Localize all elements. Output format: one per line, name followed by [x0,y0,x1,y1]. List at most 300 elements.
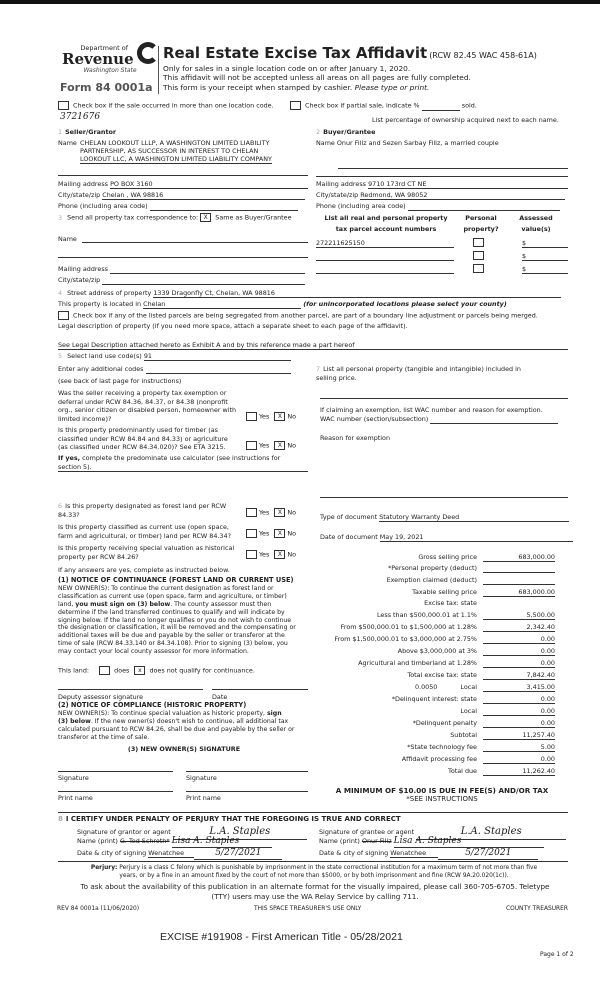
if-yes-text: complete the predominate use calculator (see instructions for [82,454,281,462]
tax-row-agricultural [300,659,555,670]
notice-line: the designation or classification, it will be removed and the compensating or [58,624,296,632]
segregated-checkbox[interactable] [58,311,69,320]
header-line-3: This form is your receipt when stamped by cashier. [163,82,353,92]
if-yes-bold: If yes, [58,454,81,462]
seller-mailing-row [58,180,308,189]
tax-label: Affidavit processing fee [401,755,477,763]
located-in-select[interactable]: Chelan [143,300,301,309]
tax-row-delinquent-penalty [300,719,555,730]
treasurer-use-label: THIS SPACE TREASURER'S USE ONLY [254,906,362,912]
owner-print-name-input-1[interactable] [58,791,173,792]
tax-row-bracket-4 [300,647,555,658]
notice-line: signing below. If the land no longer qualifies or you do not wish to continue [58,616,292,624]
question-line: org., senior citizen or disabled person, homeowner with [58,406,237,415]
parcel-row [316,265,568,278]
yes-label: Yes [259,508,270,517]
section-number-7: 7 [316,365,321,373]
tax-label: From $500,000.01 to $1,500,000 at 1.28% [340,623,477,631]
no-checkbox[interactable]: X [274,412,285,421]
parcel-table [316,239,568,278]
seller-name-block [58,139,308,163]
assessed-col-header-line: value(s) [521,225,551,233]
correspondence-city-row [58,276,305,285]
personal-property-list [316,365,568,382]
question-line: 84.33? [58,510,80,519]
segregated-label: Check box if any of the listed parcels are being segregated from another parcel, are part of a boundary line adjustment or parcels being merged. [73,311,538,320]
notice-line: NEW OWNER(S): To continue the current designation as forest land or [58,584,274,592]
personal-property-checkbox[interactable] [473,238,484,247]
notice-line: . If the new owner(s) doesn't wish to continue, all additional tax [90,717,289,725]
yes-label: Yes [259,550,270,559]
alt-format-note [50,882,580,901]
tax-label: Exemption claimed (deduct) [386,576,477,584]
notice-line-bold: you must sign on (3) below [75,600,171,608]
tax-label: *Personal property (deduct) [388,564,477,572]
same-as-buyer-checkbox[interactable]: X [200,213,211,222]
yes-label: Yes [259,412,270,421]
seller-heading: Seller/Grantor [65,128,117,136]
tax-row-bracket-3 [300,635,555,646]
parcel-number-input[interactable]: 272211625150 [316,239,454,248]
grantor-date-row [77,848,282,860]
continuance-row [58,666,255,675]
correspondence-city-input[interactable] [102,276,305,285]
tax-value[interactable]: 11,262.40 [483,767,555,776]
tax-label: Total due [448,767,477,775]
doc-date-input[interactable]: May 19, 2021 [380,533,573,542]
tax-row-total-state [300,671,555,682]
buyer-city-label: City/state/zip [316,191,359,199]
section-number-2: 2 [316,128,321,136]
additional-codes-row [58,365,291,374]
wac-label: WAC number (section/subsection) [320,414,429,423]
multi-location-label: Check box if the sale occurred in more than one location code. [73,101,274,110]
personal-property-label: List all personal property (tangible and intangible) included in [323,365,521,373]
tax-value[interactable]: 0.00 [483,695,555,704]
notice-line: additional taxes will be due and payable by the seller or transferor at the [58,632,285,640]
revision-label: REV 84 0001a (11/06/2020) [57,906,140,912]
grantee-name-struck: Onur Filiz [361,837,392,845]
forest-question [58,502,308,519]
notice-line: determine if the land transferred continues to qualify and will indicate by [58,608,285,616]
county-treasurer-label: COUNTY TREASURER [506,906,568,912]
dor-logo [62,44,158,75]
grantee-name-row [319,836,544,848]
notice-line-bold: (3) below [58,717,91,725]
located-in-row [58,300,507,309]
perjury-text-2: years, or by a fine in an amount fixed by the court of not more than $5000, or by both imprisonment and fine (RCW 9A.20.020(1c)). [119,873,509,879]
perjury-text: Perjury is a class C felony which is punishable by imprisonment in the state correctional institution for a maximum term of not more than five [119,865,538,871]
header-line-3-italic: Please type or print. [354,82,430,92]
tax-label: Agricultural and timberland at 1.28% [358,659,477,667]
notice-continuance-title: (1) NOTICE OF CONTINUANCE (FOREST LAND OR CURRENT USE) [58,576,294,584]
tax-value[interactable]: 683,000.00 [483,588,555,597]
partial-sale-percent-input[interactable] [422,102,460,111]
form-title-ref: (RCW 82.45 WAC 458-61A) [429,51,537,60]
buyer-name-line-2 [316,176,568,177]
forest-yes-no [246,508,296,517]
tax-value[interactable]: 683,000.00 [483,553,555,562]
parcel-number-input[interactable] [316,265,454,274]
land-use-label: Select land use code(s) [67,352,142,360]
notice-line: land, [58,600,74,608]
tax-value[interactable]: 0.00 [483,719,555,728]
correspondence-name-label: Name [58,235,77,243]
no-label: No [287,412,297,421]
correspondence-row [58,213,292,222]
tax-label: Local [460,707,477,715]
grantor-name-struck: G. Ted Schroth* [119,837,170,845]
yes-label: Yes [259,529,270,538]
assessor-signature-label: Deputy assessor signature [58,693,144,701]
seller-phone-row [58,202,298,211]
tax-row-state-heading [300,599,555,610]
correspondence-name-row [58,235,77,243]
grantee-signature-input[interactable]: L.A. Staples [416,826,566,840]
street-address-input[interactable]: 1339 Dragonfly Ct, Chelan, WA 98816 [153,289,561,298]
seller-name-extra-line [58,175,308,176]
tax-value[interactable]: 0.00 [483,647,555,656]
assessor-signature-input[interactable] [58,689,203,690]
tax-value[interactable] [483,564,555,573]
owner-signature-input-1[interactable] [58,771,173,772]
assessed-value-input[interactable]: $ [522,265,568,274]
no-checkbox[interactable]: X [274,529,285,538]
personal-property-input[interactable] [320,398,568,399]
assessor-date-input[interactable] [212,689,308,690]
tax-value[interactable]: 5,500.00 [483,611,555,620]
multi-location-checkbox[interactable] [58,101,69,110]
tax-value[interactable]: 0.00 [483,755,555,764]
new-owner-signature-title: (3) NEW OWNER(S) SIGNATURE [127,745,241,753]
question-line: property per RCW 84.26? [58,552,139,561]
buyer-city-input[interactable]: Redmond, WA 98052 [360,191,565,200]
buyer-phone-row [316,202,560,211]
partial-sale-checkbox[interactable] [290,101,301,110]
seller-city-label: City/state/zip [58,191,101,199]
no-label: No [287,550,297,559]
section-number-5: 5 [58,352,63,360]
header-line-2: This affidavit will not be accepted unless all areas on all pages are fully completed. [163,73,471,83]
parcel-col-header-line: tax parcel account numbers [335,225,437,233]
exemption-yes-no [246,412,296,421]
certify-heading-row [58,815,401,824]
legal-description-label: Legal description of property (if you need more space, attach a separate sheet to each page of the affidavit). [58,322,408,330]
alt-format-line: (TTY) users may use the WA Relay Service by calling 711. [211,891,419,901]
current-use-question [58,523,308,540]
notice-line-bold: sign [266,709,282,717]
tax-value[interactable]: 0.00 [483,659,555,668]
notice-line: . The county assessor must then [170,600,272,608]
timber-yes-no [246,441,296,450]
notice-continuance [58,577,310,656]
historical-yes-no [246,550,296,559]
notice-line: may contact your local county assessor for more information. [58,648,249,656]
if-yes-note [58,454,308,472]
print-name-label: Print name [186,794,221,802]
tax-value[interactable]: 0.00 [483,635,555,644]
doc-type-input[interactable]: Statutory Warranty Deed [379,513,569,522]
grantor-name-row [77,836,272,848]
tax-label: Above $3,000,000 at 3% [397,647,477,655]
header-instructions [163,64,471,92]
tax-label: Total excise tax: state [407,671,477,679]
legal-description-input[interactable]: See Legal Description attached hereto as Exhibit A and by this reference made a part hereof [58,341,568,350]
parcel-col-header [316,213,456,235]
grantor-date-label: Date & city of signing [77,849,147,857]
grantor-signature-input[interactable]: L.A. Staples [173,826,307,840]
historical-question [58,544,308,561]
multi-location-row [58,101,274,110]
page-number: Page 1 of 2 [540,951,574,958]
tax-value[interactable] [483,576,555,585]
buyer-name-label: Name [316,139,335,147]
wac-input[interactable] [430,415,558,425]
personal-col-header-line: Personal [465,214,497,222]
located-in-label: This property is located in [58,300,142,308]
no-label: No [287,508,297,517]
additional-codes-label: Enter any additional codes [58,365,144,373]
tax-value[interactable]: 11,257.40 [483,731,555,740]
assessed-value-input[interactable]: $ [522,239,568,248]
seller-city-input[interactable]: Chelan , WA 98816 [102,191,305,200]
tax-label: Local [460,683,477,691]
owner-print-name-input-2[interactable] [186,791,308,792]
tax-row-delinquent-interest-state [300,695,555,706]
tax-row-local [300,683,555,694]
no-checkbox[interactable]: X [274,550,285,559]
certify-heading: I CERTIFY UNDER PENALTY OF PERJURY THAT THE FOREGOING IS TRUE AND CORRECT [65,815,401,823]
buyer-name-input[interactable]: Onur Filiz and Sezen Sarbay Filiz, a married couple [336,139,499,147]
grantor-signature-label: Signature of grantor or agent [77,828,171,836]
question-line: Is this property classified as current use (open space, [58,523,229,531]
section-number-3: 3 [58,213,63,222]
seller-phone-input[interactable] [150,202,298,211]
no-checkbox[interactable]: X [274,508,285,517]
seller-phone-label: Phone (including area code) [58,202,148,210]
land-use-code-input[interactable]: 91 [144,352,291,361]
yes-instructions: If any answers are yes, complete as instructed below. [58,566,230,574]
does-not-qualify-checkbox[interactable]: x [134,666,145,675]
correspondence-label: Send all property tax correspondence to: [67,213,199,222]
seller-city-row [58,191,305,200]
tax-row-personal [300,564,555,575]
additional-codes-input[interactable] [146,365,291,374]
owner-signature-input-2[interactable] [186,771,308,772]
doc-type-row [320,513,569,522]
reason-label: Reason for exemption [320,434,390,442]
assessed-col-header [505,213,567,235]
form-title: Real Estate Excise Tax Affidavit [163,44,428,62]
tax-label: From $1,500,000.01 to $3,000,000 at 2.75% [334,635,477,643]
this-land-label: This land: [58,666,90,675]
see-instructions-note: *SEE INSTRUCTIONS [406,795,478,803]
alt-format-line: To ask about the availability of this publication in an alternate format for the visually impaired, please call 360-705-6705. Teletype [80,882,550,891]
seller-name-value[interactable] [80,139,272,164]
buyer-mailing-label: Mailing address [316,180,367,188]
question-line: Is this property predominantly used for timber (as [58,426,218,434]
personal-property-checkbox[interactable] [473,251,484,260]
seller-mailing-input[interactable]: PO BOX 3160 [110,180,308,189]
perjury-note [58,864,570,880]
section-number-1: 1 [58,128,63,136]
tax-value[interactable]: 7,842.40 [483,671,555,680]
question-line: (as classified under RCW 84.34.020)? See ETA 3215. [58,443,226,452]
personal-property-checkbox[interactable] [473,264,484,273]
question-line: Was the seller receiving a property tax exemption or [58,389,227,397]
parcel-number-input[interactable] [316,252,454,261]
no-label: No [287,529,297,538]
question-line: Is this property receiving special valuation as historical [58,544,235,552]
perjury-bold: Perjury: [90,865,118,871]
tax-row-processing-fee [300,755,555,766]
grantor-name-input[interactable]: Lisa A. Staples [172,836,272,848]
dept-line: Department of [80,44,128,52]
minimum-due-note: A MINIMUM OF $10.00 IS DUE IN FEE(S) AND/OR TAX [335,786,549,795]
assessed-col-header-line: Assessed [519,214,553,222]
tax-label: Taxable selling price [412,588,477,596]
correspondence-city-label: City/state/zip [58,276,101,284]
no-checkbox[interactable]: X [274,441,285,450]
excise-stamp: EXCISE #191908 - First American Title - 05/28/2021 [160,931,403,943]
personal-col-header [460,213,502,235]
tax-row-exemption [300,576,555,587]
section-number-4: 4 [58,289,63,297]
question-line: limited income)? [58,414,112,423]
grantor-name-label: Name (print) [77,837,118,845]
doc-date-label: Date of document [320,533,378,541]
ownership-note: List percentage of ownership acquired next to each name. [372,116,559,124]
correspondence-name-line-2[interactable] [58,257,308,258]
yes-label: Yes [259,441,270,450]
tax-label: Subtotal [450,731,477,739]
assessor-date-label: Date [212,693,228,701]
yes-checkbox[interactable] [246,508,257,517]
wac-block [320,406,572,424]
does-qualify-checkbox[interactable] [99,666,110,675]
buyer-name-row [316,139,499,147]
grantee-name-label: Name (print) [319,837,360,845]
tax-value[interactable]: 0.00 [483,707,555,716]
grantor-city-input[interactable]: Wenatchee [148,849,194,858]
seller-name-line: PARTNERSHIP, AS SUCCESSOR IN INTEREST TO CHELAN [80,147,259,155]
no-label: No [287,441,297,450]
notice-line: time of sale (RCW 84.33.140 or 84.34.108). Prior to signing (3) below, you [58,640,288,648]
parcel-col-header-line: List all real and personal property [324,214,448,222]
street-address-row [58,289,568,298]
notice-line: transferor at the time of sale. [58,733,150,741]
correspondence-name-input[interactable] [82,242,308,243]
header-divider [158,46,159,94]
section-8-bottom-divider [58,861,568,862]
buyer-heading-row [316,128,375,136]
notice-line: calculated pursuant to RCW 84.26, shall be due and payable by the seller or [58,725,295,733]
doc-date-row [320,533,573,542]
yes-checkbox[interactable] [246,529,257,538]
grantee-signature-label: Signature of grantee or agent [319,828,415,836]
form-title-block [163,44,537,63]
seller-name-label: Name [58,139,77,147]
reason-input[interactable] [320,497,568,498]
tax-value[interactable]: 3,415.00 [483,683,555,692]
buyer-phone-input[interactable] [408,202,560,211]
tax-value[interactable]: 2,342.40 [483,623,555,632]
parcel-row [316,239,568,252]
notice-line: NEW OWNER(S): To continue special valuation as historic property, [58,709,266,717]
grantee-date-row [319,848,538,860]
parcel-row [316,252,568,265]
tax-row-bracket-2 [300,623,555,634]
tax-row-taxable [300,588,555,599]
question-line: farm and agricultural, or timber) land per RCW 84.34? [58,531,231,540]
tax-row-gross [300,553,555,564]
grantee-city-input[interactable]: Wenatchee [390,849,438,858]
tax-row-delinquent-interest-local [300,707,555,718]
segregated-row [58,311,538,320]
notice-line: classification as current use (open space, farm and agriculture, or timber) [58,592,287,600]
partial-sale-row [290,101,477,111]
question-line: deferral under RCW 84.36, 84.37, or 84.38 (nonprofit [58,397,228,406]
located-in-note: (for unincorporated locations please select your county) [303,300,507,308]
correspondence-mailing-row [58,265,305,274]
grantee-name-input[interactable]: Lisa A. Staples [394,836,544,848]
tax-row-tech-fee [300,743,555,754]
grantor-date-input[interactable]: 5/27/2021 [194,848,282,860]
doc-type-label: Type of document [320,513,378,521]
local-rate: 0.0050 [415,683,438,691]
tax-row-total-due [300,767,555,778]
street-address-label: Street address of property [67,289,152,297]
tax-label: Excise tax: state [424,599,477,607]
header-line-1: Only for sales in a single location code on or after January 1, 2020. [163,64,411,73]
tax-row-bracket-1 [300,611,555,622]
yes-checkbox[interactable] [246,550,257,559]
yes-checkbox[interactable] [246,412,257,421]
exemption-question [58,389,308,423]
question-line: classified under RCW 84.84 and 84.33) or agriculture [58,434,228,443]
partial-sale-suffix: sold. [461,101,477,110]
tax-value[interactable]: 5.00 [483,743,555,752]
notice-compliance [58,702,310,742]
seller-mailing-label: Mailing address [58,180,109,188]
personal-col-header-line: property? [463,225,499,233]
seller-name-line: LOOKOUT LLC, A WASHINGTON LIMITED LIABILITY COMPANY [80,155,272,163]
tax-row-subtotal [300,731,555,742]
correspondence-mailing-input[interactable] [110,265,305,274]
seller-heading-row [58,128,116,136]
buyer-mailing-input[interactable]: 9710 173rd CT NE [368,180,568,189]
buyer-heading: Buyer/Grantee [323,128,376,136]
does-not-label: does not qualify for continuance. [149,666,255,675]
scan-edge-bar [0,0,600,4]
personal-property-label-2: selling price. [316,373,357,382]
buyer-mailing-row [316,180,568,189]
see-back-note: (see back of last page for instructions) [58,377,182,385]
form-number: Form 84 0001a [60,81,153,94]
yes-checkbox[interactable] [246,441,257,450]
legal-description-row [58,341,568,350]
assessed-value-input[interactable]: $ [522,252,568,261]
current-use-yes-no [246,529,296,538]
question-line: Is this property designated as forest land per RCW [65,502,227,510]
grantee-date-input[interactable]: 5/27/2021 [438,848,538,860]
seller-name-line: CHELAN LOOKOUT LLLP, A WASHINGTON LIMITED LIABILITY [80,139,270,147]
grantee-date-label: Date & city of signing [319,849,389,857]
buyer-name-line-1 [338,168,568,169]
buyer-city-row [316,191,565,200]
tax-label: Gross selling price [418,553,477,561]
revenue-logo-icon [137,42,159,64]
